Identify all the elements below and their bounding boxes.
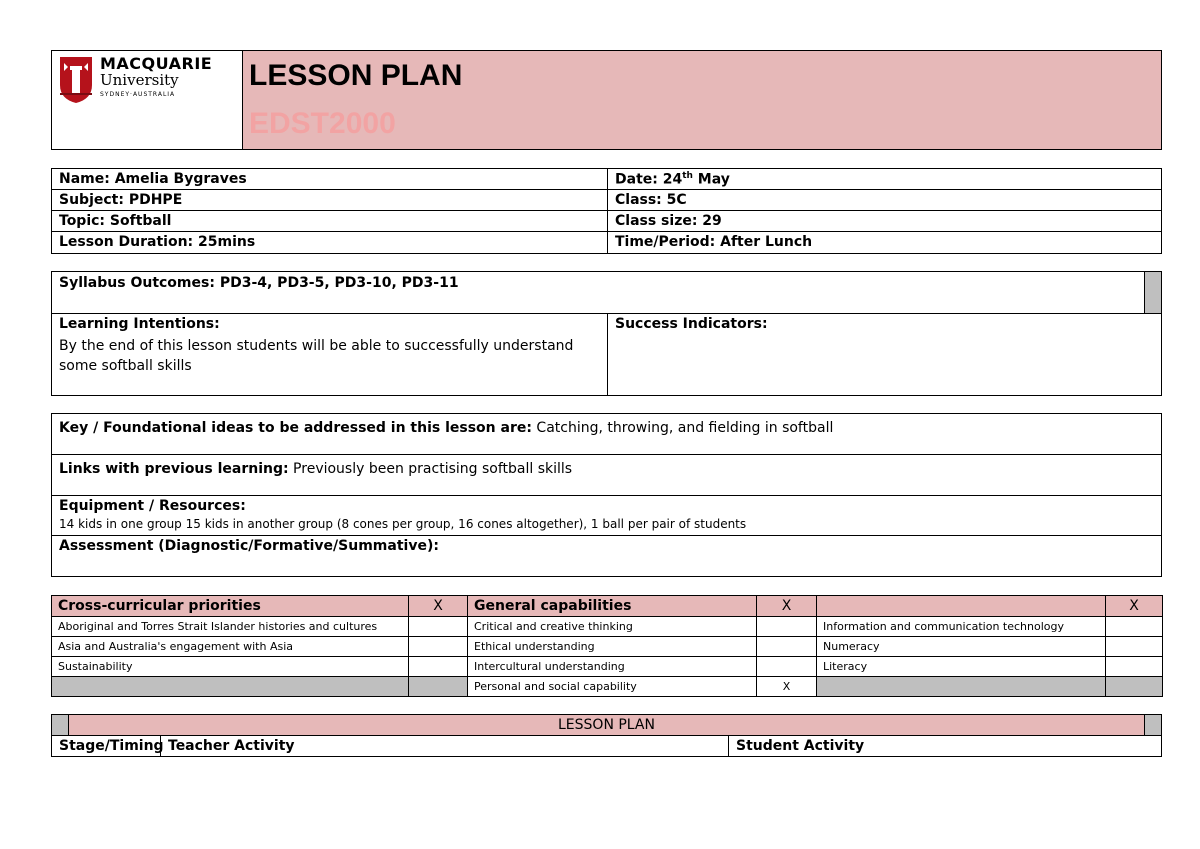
equipment-label: Equipment / Resources: — [59, 498, 246, 514]
date-field — [607, 168, 1162, 190]
key-ideas-row — [51, 413, 1162, 455]
lesson-plan-title — [68, 714, 1145, 736]
logo-wordmark-location: SYDNEY·AUSTRALIA — [100, 91, 176, 98]
priority-mark — [409, 637, 468, 657]
lesson-plan-left-shade — [51, 714, 69, 736]
title-banner — [242, 50, 1162, 150]
priority-mark — [409, 657, 468, 677]
equipment-row — [51, 495, 1162, 536]
date-prefix: Date: 24 — [615, 171, 683, 188]
capability-mark: X — [757, 677, 817, 697]
learning-intentions-label: Learning Intentions: — [59, 316, 220, 332]
equipment-text: 14 kids in one group 15 kids in another group (8 cones per group, 16 cones altogether), 1 ball per pair of students — [59, 517, 747, 531]
priority-item — [52, 677, 409, 697]
date-suffix-sup: th — [682, 171, 693, 181]
cross-curricular-header: Cross-curricular priorities — [52, 596, 409, 617]
assessment-row — [51, 535, 1162, 577]
capability-mark — [1106, 677, 1163, 697]
key-ideas-text: Catching, throwing, and fielding in softball — [531, 420, 834, 436]
capability-item: Numeracy — [817, 637, 1106, 657]
capability-item: Critical and creative thinking — [468, 617, 757, 637]
key-ideas-label: Key / Foundational ideas to be addressed in this lesson are: — [59, 420, 532, 436]
assessment-label: Assessment (Diagnostic/Formative/Summative): — [59, 538, 439, 554]
priority-mark — [409, 617, 468, 637]
time-period-field: Time/Period: After Lunch — [607, 231, 1162, 254]
capability-item — [817, 677, 1106, 697]
capability-mark — [1106, 637, 1163, 657]
capability-mark — [757, 657, 817, 677]
capability-mark — [757, 637, 817, 657]
priority-item: Sustainability — [52, 657, 409, 677]
student-activity-header: Student Activity — [728, 735, 1162, 757]
general-capabilities-x-header: X — [757, 596, 817, 617]
name-field: Name: Amelia Bygraves — [51, 168, 608, 190]
previous-learning-text: Previously been practising softball skills — [288, 461, 573, 477]
cross-curricular-x-header: X — [409, 596, 468, 617]
university-crest-icon — [58, 55, 94, 105]
course-code: EDST2000 — [249, 107, 396, 140]
capability-item: Intercultural understanding — [468, 657, 757, 677]
capability-item: Ethical understanding — [468, 637, 757, 657]
topic-field: Topic: Softball — [51, 210, 608, 232]
priority-item: Asia and Australia's engagement with Asia — [52, 637, 409, 657]
capability-item: Information and communication technology — [817, 617, 1106, 637]
date-month: May — [692, 171, 730, 188]
details-table — [51, 168, 1162, 254]
previous-learning-row — [51, 454, 1162, 496]
logo-box — [51, 50, 243, 150]
lesson-plan-right-shade — [1144, 714, 1162, 736]
syllabus-shade — [1144, 271, 1162, 314]
success-indicators-cell — [607, 313, 1162, 396]
duration-field: Lesson Duration: 25mins — [51, 231, 608, 254]
lesson-plan-table — [51, 714, 1162, 757]
syllabus-outcomes — [51, 271, 1162, 314]
ideas-section — [51, 413, 1162, 577]
table-row — [52, 617, 1163, 637]
class-size-field: Class size: 29 — [607, 210, 1162, 232]
teacher-activity-header: Teacher Activity — [160, 735, 729, 757]
logo-wordmark-university: University — [100, 71, 179, 89]
priorities-table — [51, 595, 1163, 697]
logo-wordmark-macquarie: MACQUARIE — [100, 54, 213, 73]
learning-intentions-text: By the end of this lesson students will be able to successfully understand some softball skills — [59, 338, 574, 374]
subject-field: Subject: PDHPE — [51, 189, 608, 211]
stage-timing-header: Stage/Timing — [51, 735, 161, 757]
syllabus-section — [51, 271, 1162, 396]
success-indicators-label: Success Indicators: — [615, 316, 768, 332]
learning-intentions-cell — [51, 313, 608, 396]
syllabus-outcomes-text: Syllabus Outcomes: PD3-4, PD3-5, PD3-10, PD3-11 — [59, 275, 459, 291]
table-row — [52, 637, 1163, 657]
capability-mark — [757, 617, 817, 637]
table-row — [52, 677, 1163, 697]
class-field: Class: 5C — [607, 189, 1162, 211]
general-capabilities-header: General capabilities — [468, 596, 757, 617]
capability-mark — [1106, 617, 1163, 637]
third-column-x-header: X — [1106, 596, 1163, 617]
priority-mark — [409, 677, 468, 697]
previous-learning-label: Links with previous learning: — [59, 461, 289, 477]
table-row — [52, 657, 1163, 677]
capability-mark — [1106, 657, 1163, 677]
third-column-header — [817, 596, 1106, 617]
capability-item: Literacy — [817, 657, 1106, 677]
page-title: LESSON PLAN — [249, 59, 463, 92]
priority-item: Aboriginal and Torres Strait Islander histories and cultures — [52, 617, 409, 637]
capability-item: Personal and social capability — [468, 677, 757, 697]
lesson-plan-title-text: LESSON PLAN — [558, 717, 655, 733]
